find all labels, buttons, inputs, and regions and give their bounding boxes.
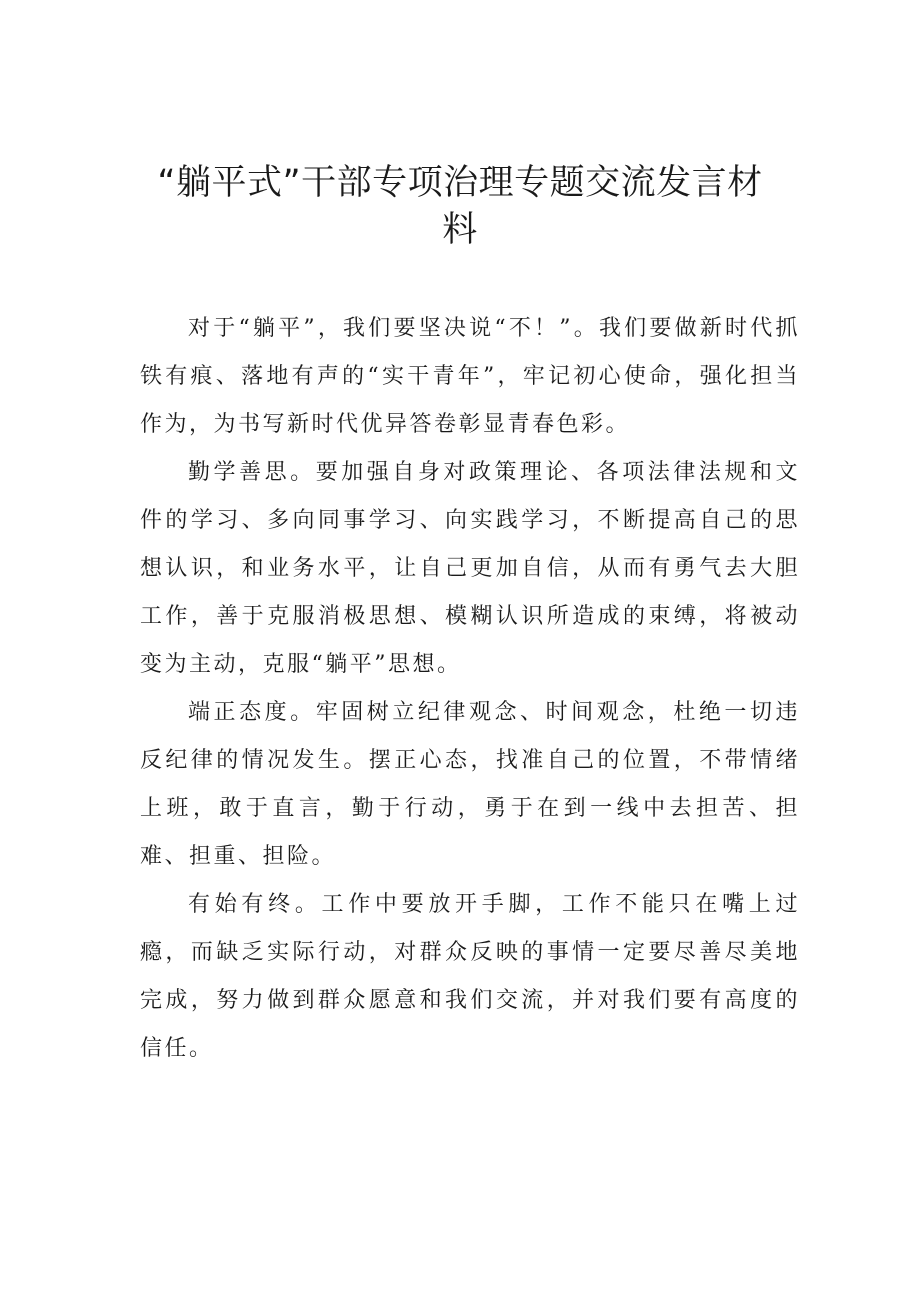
document-body: [140, 305, 800, 1073]
paragraph-persistence: 有始有终。工作中要放开手脚，工作不能只在嘴上过瘾，而缺乏实际行动，对群众反映的事情一定要尽善尽美地完成，努力做到群众愿意和我们交流，并对我们要有高度的信任。: [140, 892, 800, 1061]
paragraph-study: 勤学善思。要加强自身对政策理论、各项法律法规和文件的学习、多向同事学习、向实践学习，不断提高自己的思想认识，和业务水平，让自己更加自信，从而有勇气去大胆工作，善于克服消极思想、模糊认识所造成的束缚，将被动变为主动，克服“躺平”思想。: [140, 460, 800, 677]
paragraph-intro: 对于“躺平”，我们要坚决说“不！”。我们要做新时代抓铁有痕、落地有声的“实干青年”，牢记初心使命，强化担当作为，为书写新时代优异答卷彰显青春色彩。: [140, 316, 800, 437]
paragraph-attitude: 端正态度。牢固树立纪律观念、时间观念，杜绝一切违反纪律的情况发生。摆正心态，找准自己的位置，不带情绪上班，敢于直言，勤于行动，勇于在到一线中去担苦、担难、担重、担险。: [140, 700, 800, 869]
document-title: “躺平式”干部专项治理专题交流发言材料: [157, 163, 763, 250]
